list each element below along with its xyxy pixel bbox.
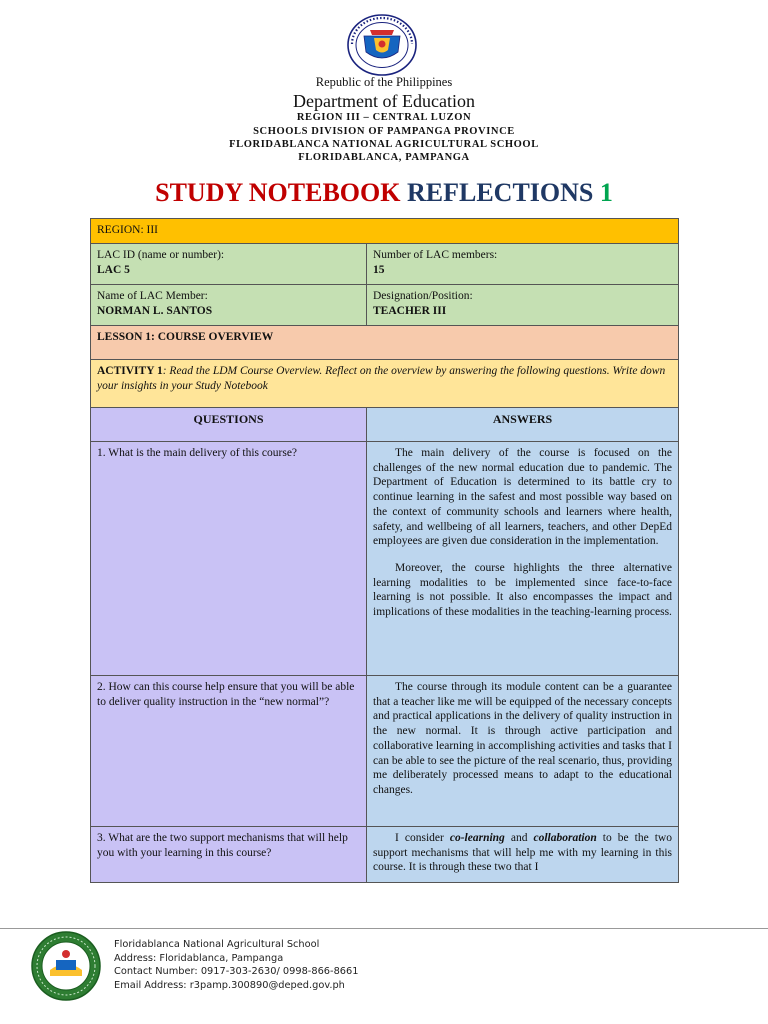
page-title	[0, 178, 768, 208]
answer-3-emphasis-2: collaboration	[533, 832, 597, 844]
header-region: REGION III – CENTRAL LUZON	[296, 112, 472, 123]
activity-label: ACTIVITY 1	[97, 365, 163, 377]
member-name-label: Name of LAC Member:	[97, 290, 208, 302]
footer-address: Address: Floridablanca, Pampanga	[114, 952, 284, 964]
answers-header: ANSWERS	[367, 408, 679, 442]
lac-id-value: LAC 5	[97, 263, 130, 276]
answer-1	[367, 442, 679, 676]
deped-seal-icon	[330, 14, 434, 76]
designation-cell	[367, 285, 679, 326]
designation-value: TEACHER III	[373, 304, 447, 317]
activity-cell	[91, 360, 679, 408]
question-3: 3. What are the two support mechanisms that will help you with your learning in this course?	[91, 827, 367, 883]
reflection-table	[90, 218, 679, 883]
answer-1-paragraph-2: Moreover, the course highlights the three alternative learning modalities to be implemented since face-to-face learning is not possible. It also encompasses the impact and implications of these modalities in the teaching-learning process.	[373, 562, 672, 619]
answer-3-post: to be the two support mechanisms that will help me with my learning in this course. It is through these two that I	[373, 832, 672, 874]
header-division: SCHOOLS DIVISION OF PAMPANGA PROVINCE	[253, 126, 515, 137]
answer-3-paragraph	[373, 831, 672, 875]
designation-label: Designation/Position:	[373, 290, 473, 302]
activity-text: : Read the LDM Course Overview. Reflect on the overview by answering the following questions. Write down your insights in your Study Notebook	[97, 365, 666, 392]
lac-id-label: LAC ID (name or number):	[97, 249, 225, 261]
lac-id-cell	[91, 244, 367, 285]
questions-header: QUESTIONS	[91, 408, 367, 442]
header-city: FLORIDABLANCA, PAMPANGA	[298, 152, 470, 163]
lac-members-cell	[367, 244, 679, 285]
footer-contact: Contact Number: 0917-303-2630/ 0998-866-8661	[114, 966, 359, 978]
answer-1-paragraph-1: The main delivery of the course is focused on the challenges of the new normal education due to pandemic. The Department of Education is determined to its battle cry to continue learning in the safest and most possible way based on the context of community schools and learners where health, safety, and wellbeing of all learners, teachers, and other DepEd employees are given due consideration in the implementation.	[373, 447, 672, 548]
member-name-cell	[91, 285, 367, 326]
lac-members-value: 15	[373, 263, 385, 276]
header-department: Department of Education	[293, 91, 475, 111]
region-cell: REGION: III	[91, 219, 679, 244]
title-part-3: 1	[599, 178, 613, 207]
member-name-value: NORMAN L. SANTOS	[97, 304, 213, 317]
question-2: 2. How can this course help ensure that you will be able to deliver quality instruction in the “new normal”?	[91, 676, 367, 827]
school-logo-icon	[30, 930, 102, 1002]
title-part-2: REFLECTIONS	[406, 178, 594, 207]
lesson-title: LESSON 1: COURSE OVERVIEW	[97, 331, 274, 343]
header-republic: Republic of the Philippines	[315, 75, 453, 89]
question-1: 1. What is the main delivery of this course?	[91, 442, 367, 676]
answer-3-pre: I consider	[395, 832, 450, 844]
lesson-cell	[91, 326, 679, 360]
answer-2	[367, 676, 679, 827]
title-part-1: STUDY NOTEBOOK	[155, 178, 401, 207]
footer-contact-block	[114, 938, 359, 992]
answer-3-mid: and	[504, 832, 534, 844]
footer-divider	[0, 928, 768, 929]
footer-school: Floridablanca National Agricultural School	[114, 939, 320, 950]
answer-3	[367, 827, 679, 883]
answer-2-paragraph: The course through its module content can be a guarantee that a teacher like me will be equipped of the necessary concepts and practical applications in the delivery of quality instruction in the new normal. It is through active participation and collaborative learning in accomplishing activities and tasks that I can be able to see the picture of the real scenario, thus, providing me deliberately processed means to adapt to the educational changes.	[373, 681, 672, 797]
header-school: FLORIDABLANCA NATIONAL AGRICULTURAL SCHOOL	[229, 139, 539, 150]
answer-3-emphasis-1: co-learning	[449, 832, 505, 844]
footer-email: Email Address: r3pamp.300890@deped.gov.ph	[114, 979, 345, 991]
lac-members-label: Number of LAC members:	[373, 249, 498, 261]
